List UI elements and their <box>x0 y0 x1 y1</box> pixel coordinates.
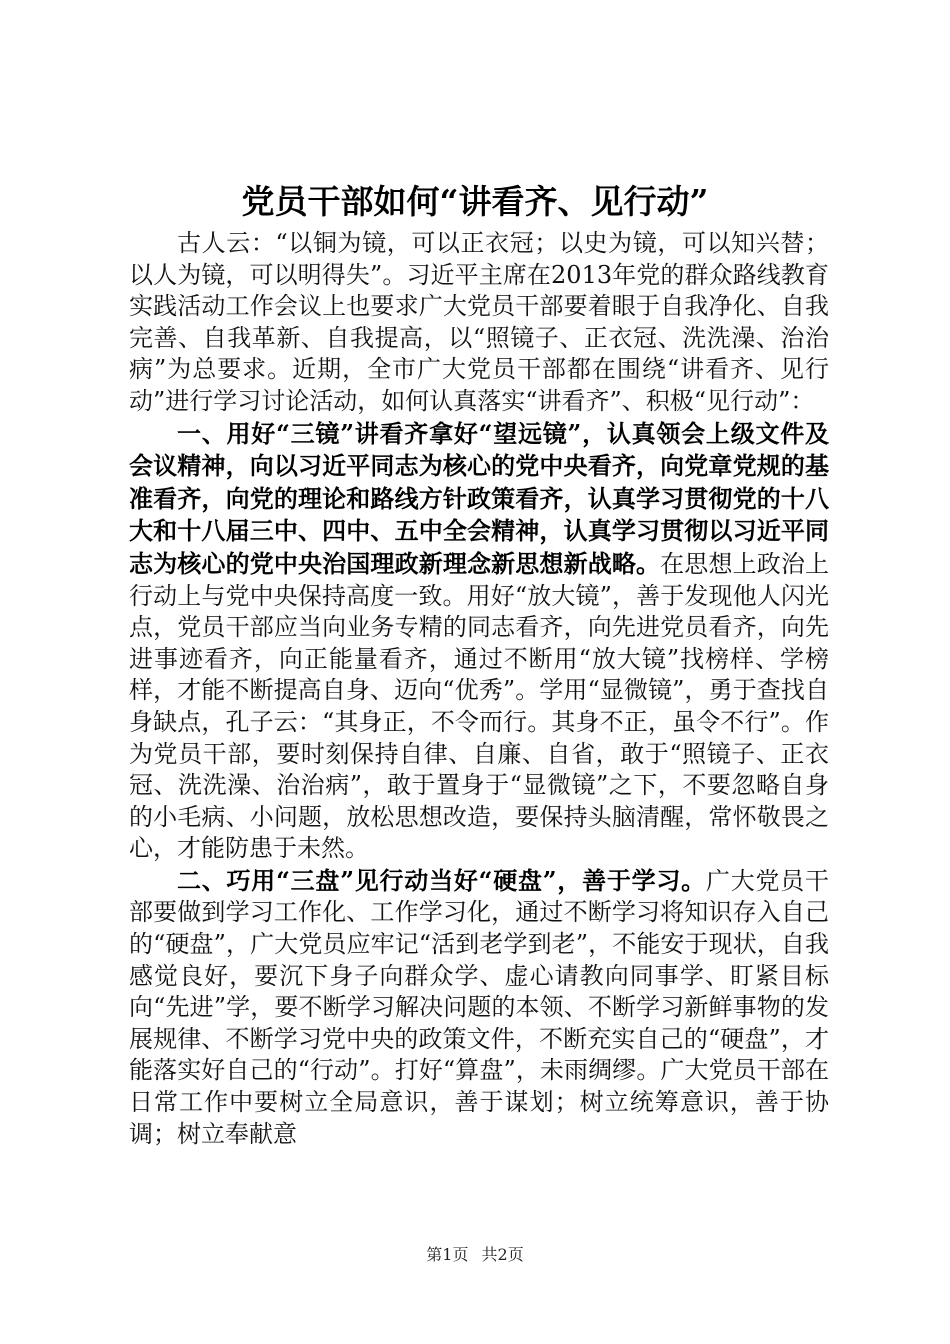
paragraph-section-1 <box>129 418 829 865</box>
document-title: 党员干部如何“讲看齐、见行动” <box>241 182 709 221</box>
page-footer <box>0 1244 950 1266</box>
paragraph-intro <box>129 228 829 418</box>
paragraph-intro-text: 古人云：“以铜为镜，可以正衣冠；以史为镜，可以知兴替；以人为镜，可以明得失”。习近平主席在2013年党的群众路线教育实践活动工作会议上也要求广大党员干部要着眼于自我净化、自我完善、自我革新、自我提高，以“照镜子、正衣冠、洗洗澡、治治病”为总要求。近期，全市广大党员干部都在围绕“讲看齐、见行动”进行学习讨论活动，如何认真落实“讲看齐”、积极“见行动”： <box>129 229 829 415</box>
page-total: 共2页 <box>481 1245 524 1264</box>
paragraph-section-2 <box>129 865 829 1150</box>
section-1-text: 在思想上政治上行动上与党中央保持高度一致。用好“放大镜”，善于发现他人闪光点，党员干部应当向业务专精的同志看齐，向先进党员看齐，向先进事迹看齐，向正能量看齐，通过不断用“放大镜”找榜样、学榜样，才能不断提高自身、迈向“优秀”。学用“显微镜”，勇于查找自身缺点，孔子云：“其身正，不令而行。其身不正，虽令不行”。作为党员干部，要时刻保持自律、自廉、自省，敢于“照镜子、正衣冠、洗洗澡、治治病”，敢于置身于“显微镜”之下，不要忽略自身的小毛病、小问题，放松思想改造，要保持头脑清醒，常怀敬畏之心，才能防患于未然。 <box>129 549 830 863</box>
section-2-text: 广大党员干部要做到学习工作化、工作学习化，通过不断学习将知识存入自己的“硬盘”，广大党员应牢记“活到老学到老”，不能安于现状，自我感觉良好，要沉下身子向群众学、虚心请教向同事学、盯紧目标向“先进”学，要不断学习解决问题的本领、不断学习新鲜事物的发展规律、不断学习党中央的政策文件，不断充实自己的“硬盘”，才能落实好自己的“行动”。打好“算盘”，未雨绸缪。广大党员干部在日常工作中要树立全局意识，善于谋划；树立统筹意识，善于协调；树立奉献意 <box>129 866 830 1148</box>
document-body <box>129 228 829 1150</box>
section-1-heading: 一、用好“三镜”讲看齐拿好“望远镜”，认真领会上级文件及会议精神，向以习近平同志为核心的党中央看齐，向党章党规的基准看齐，向党的理论和路线方针政策看齐，认真学习贯彻党的十八大和十八届三中、四中、五中全会精神，认真学习贯彻以习近平同志为核心的党中央治国理政新理念新思想新战略。 <box>129 418 829 578</box>
page-number: 第1页 <box>426 1245 469 1264</box>
section-2-heading: 二、巧用“三盘”见行动当好“硬盘”，善于学习。 <box>177 865 706 895</box>
